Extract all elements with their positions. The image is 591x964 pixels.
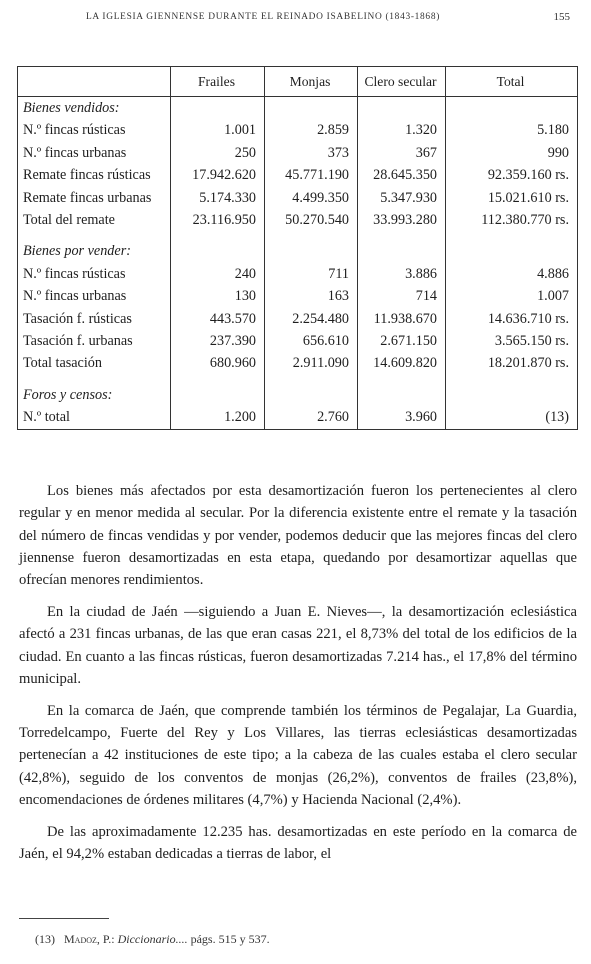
- table-cell: [171, 384, 265, 406]
- table-cell: 33.993.280: [358, 209, 446, 231]
- table-cell: [446, 97, 578, 120]
- table-cell: 250: [171, 142, 265, 164]
- table-cell: 28.645.350: [358, 164, 446, 186]
- table-cell: [171, 97, 265, 120]
- table-cell: 14.636.710 rs.: [446, 308, 578, 330]
- table-row: [18, 308, 578, 330]
- table-cell: 17.942.620: [171, 164, 265, 186]
- table-cell: 3.960: [358, 406, 446, 429]
- table-cell: [358, 240, 446, 262]
- table-cell: 5.174.330: [171, 187, 265, 209]
- table-row: [18, 352, 578, 374]
- table-cell: 711: [265, 263, 358, 285]
- table-row: [18, 142, 578, 164]
- table-cell: 11.938.670: [358, 308, 446, 330]
- table-cell: [358, 375, 446, 384]
- table-cell: 2.254.480: [265, 308, 358, 330]
- table-cell: 1.007: [446, 285, 578, 307]
- body-text: [19, 480, 577, 875]
- table-cell: 4.886: [446, 263, 578, 285]
- footnote-title: Diccionario....: [117, 932, 188, 946]
- table-cell: 656.610: [265, 330, 358, 352]
- table-cell: 443.570: [171, 308, 265, 330]
- paragraph: De las aproximadamente 12.235 has. desamortizadas en este período en la comarca de Jaén, el 94,2% estaban dedicadas a tierras de labor, el: [19, 823, 577, 862]
- table-cell: [18, 375, 171, 384]
- table-cell: 50.270.540: [265, 209, 358, 231]
- table-cell: 1.001: [171, 119, 265, 141]
- row-label: N.º fincas rústicas: [18, 263, 171, 285]
- footnote-pages: págs. 515 y 537.: [190, 932, 270, 946]
- row-label: N.º total: [18, 406, 171, 429]
- column-header-total: Total: [446, 67, 578, 97]
- row-label: Total del remate: [18, 209, 171, 231]
- table-cell: [446, 384, 578, 406]
- running-head: [86, 10, 576, 26]
- table-section-row: [18, 384, 578, 406]
- table-cell: 18.201.870 rs.: [446, 352, 578, 374]
- paragraph: Los bienes más afectados por esta desamortización fueron los pertenecientes al clero regular y en menor medida al secular. Por la diferencia existente entre el remate y la tasación del número de fincas vendidas y por vender, podemos deducir que las mejores fincas del clero jiennense fueron desamortizadas en esta etapa, quedando por desamortizar aquellas que ofrecían menores rendimientos.: [19, 483, 577, 589]
- table-cell: (13): [446, 406, 578, 429]
- row-label: N.º fincas urbanas: [18, 285, 171, 307]
- table-row: [18, 164, 578, 186]
- table-cell: [265, 375, 358, 384]
- table-cell: 2.671.150: [358, 330, 446, 352]
- table-cell: [446, 231, 578, 240]
- table-cell: 3.565.150 rs.: [446, 330, 578, 352]
- table-cell: 5.347.930: [358, 187, 446, 209]
- table-cell: 4.499.350: [265, 187, 358, 209]
- table-cell: 5.180: [446, 119, 578, 141]
- column-header-monjas: Monjas: [265, 67, 358, 97]
- row-label: Remate fincas rústicas: [18, 164, 171, 186]
- row-label: N.º fincas urbanas: [18, 142, 171, 164]
- section-heading: Foros y censos:: [18, 384, 171, 406]
- footnote-divider: [19, 918, 109, 919]
- table-cell: 3.886: [358, 263, 446, 285]
- table-cell: [265, 97, 358, 120]
- table-cell: [171, 231, 265, 240]
- row-label: Remate fincas urbanas: [18, 187, 171, 209]
- table-row: [18, 263, 578, 285]
- table-cell: 240: [171, 263, 265, 285]
- table-cell: 2.859: [265, 119, 358, 141]
- table-cell: 680.960: [171, 352, 265, 374]
- row-label: Total tasación: [18, 352, 171, 374]
- table-row: [18, 209, 578, 231]
- table-cell: 14.609.820: [358, 352, 446, 374]
- table-row: [18, 330, 578, 352]
- table-cell: 163: [265, 285, 358, 307]
- statistics-table: [17, 66, 578, 430]
- table-cell: [446, 240, 578, 262]
- table-cell: [358, 97, 446, 120]
- table-cell: [171, 240, 265, 262]
- table-cell: 92.359.160 rs.: [446, 164, 578, 186]
- table-header-row: [18, 67, 578, 97]
- table-cell: [358, 231, 446, 240]
- column-header-frailes: Frailes: [171, 67, 265, 97]
- section-heading: Bienes vendidos:: [18, 97, 171, 120]
- table-cell: 112.380.770 rs.: [446, 209, 578, 231]
- table-row: [18, 406, 578, 429]
- footnote: [35, 932, 270, 947]
- column-header-clero-secular: Clero secular: [358, 67, 446, 97]
- table-row: [18, 187, 578, 209]
- column-header-label: [18, 67, 171, 97]
- table-cell: [171, 375, 265, 384]
- table-cell: 130: [171, 285, 265, 307]
- running-title: LA IGLESIA GIENNENSE DURANTE EL REINADO ISABELINO (1843-1868): [86, 12, 441, 22]
- table-cell: [358, 384, 446, 406]
- table-cell: 1.320: [358, 119, 446, 141]
- table-cell: 373: [265, 142, 358, 164]
- table-spacer-row: [18, 375, 578, 384]
- table-cell: 15.021.610 rs.: [446, 187, 578, 209]
- table-cell: 714: [358, 285, 446, 307]
- table-cell: 237.390: [171, 330, 265, 352]
- footnote-author: Madoz, P.:: [64, 932, 115, 946]
- table-cell: 2.760: [265, 406, 358, 429]
- page-number: 155: [553, 11, 570, 23]
- table-cell: 45.771.190: [265, 164, 358, 186]
- table-cell: [265, 384, 358, 406]
- row-label: Tasación f. rústicas: [18, 308, 171, 330]
- table-section-row: [18, 240, 578, 262]
- table-cell: 990: [446, 142, 578, 164]
- table-cell: [265, 231, 358, 240]
- table-row: [18, 119, 578, 141]
- table-section-row: [18, 97, 578, 120]
- row-label: Tasación f. urbanas: [18, 330, 171, 352]
- table-spacer-row: [18, 231, 578, 240]
- table-cell: 23.116.950: [171, 209, 265, 231]
- paragraph: En la ciudad de Jaén —siguiendo a Juan E. Nieves—, la desamortización eclesiástica afectó a 231 fincas urbanas, de las que eran casas 221, el 8,73% del total de los edificios de la ciudad. En cuanto a las fincas rústicas, fueron desamortizadas 7.214 has., el 17,8% del término municipal.: [19, 603, 577, 687]
- table-cell: [446, 375, 578, 384]
- paragraph: En la comarca de Jaén, que comprende también los términos de Pegalajar, La Guardia, Torredelcampo, Fuerte del Rey y Los Villares, las tierras eclesiásticas desamortizadas pertenecían a 42 instituciones de este tipo; a la cabeza de las cuales estaba el clero secular (42,8%), seguido de los conventos de monjas (26,2%), conventos de frailes (23,8%), encomendaciones de órdenes militares (4,7%) y Hacienda Nacional (2,4%).: [19, 702, 577, 808]
- table-cell: [18, 231, 171, 240]
- table-row: [18, 285, 578, 307]
- table-cell: 1.200: [171, 406, 265, 429]
- section-heading: Bienes por vender:: [18, 240, 171, 262]
- table-cell: 367: [358, 142, 446, 164]
- table-cell: [265, 240, 358, 262]
- footnote-number: (13): [35, 932, 55, 946]
- row-label: N.º fincas rústicas: [18, 119, 171, 141]
- table-cell: 2.911.090: [265, 352, 358, 374]
